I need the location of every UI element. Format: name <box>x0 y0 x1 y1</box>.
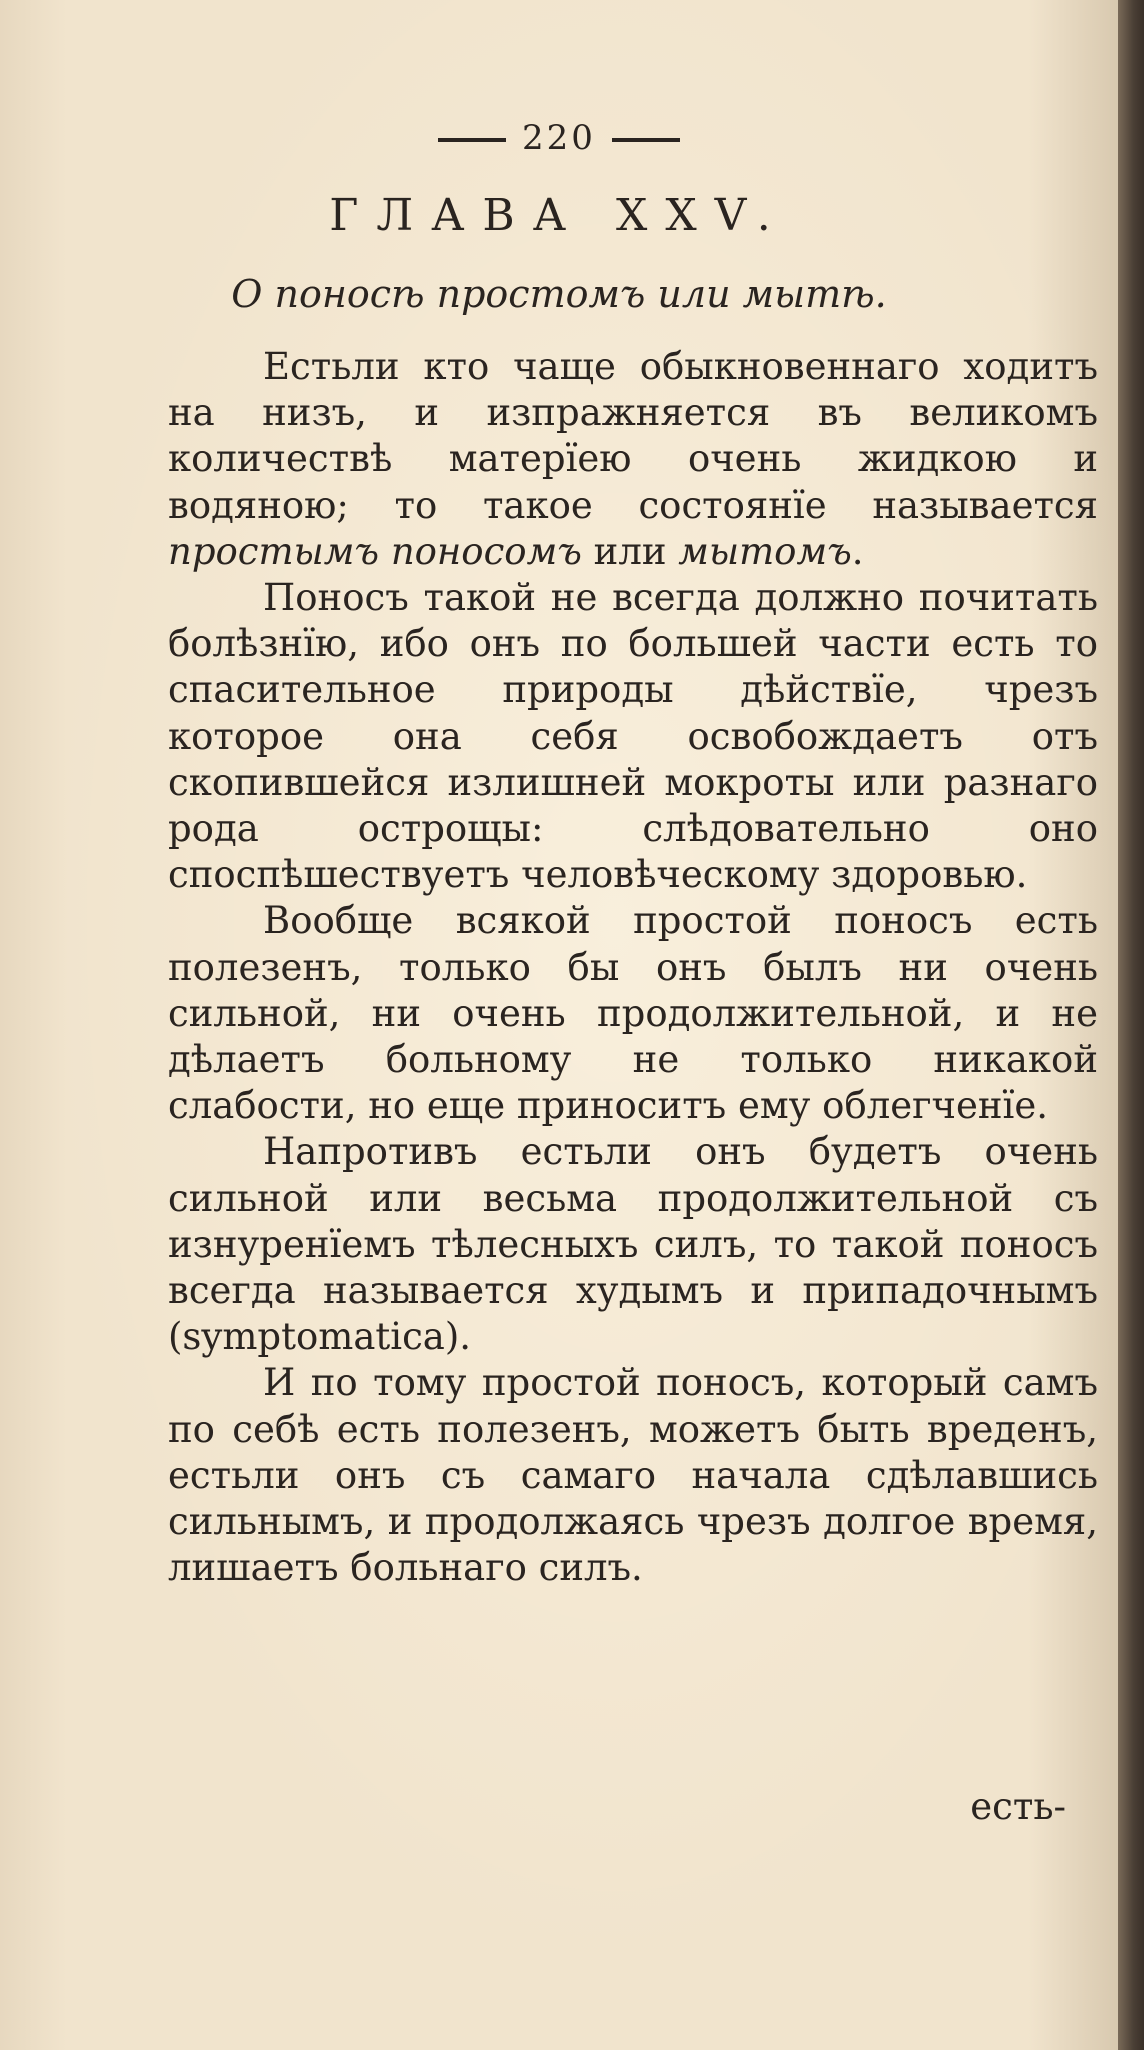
page-number: 220 <box>522 118 596 158</box>
term-simple-diarrhea: простымъ поносомъ <box>168 529 582 573</box>
paragraph-4: Напротивъ естьли онъ будетъ очень сильной или весьма продолжительной съ изнуренїемъ тѣлесныхъ силъ, то такой поносъ всегда называется худымъ и припадочнымъ (symptomatica). <box>168 1130 1098 1359</box>
paragraph-1: Естьли кто чаще обыкновеннаго ходитъ на низъ, и изпражняется въ великомъ количествѣ матерїею очень жидкою и водяною; то такое состоянїе называется простымъ поносомъ или мытомъ. <box>168 345 1098 573</box>
term-myt: мытомъ <box>678 529 852 573</box>
section-title: О поносѣ простомъ или мытѣ. <box>231 272 887 316</box>
paragraph-5: И по тому простой поносъ, который самъ по себѣ есть полезенъ, можетъ быть вреденъ, естьли онъ съ самаго начала сдѣлавшись сильнымъ, и продолжаясь чрезъ долгое время, лишаетъ больнаго силъ. <box>168 1361 1098 1590</box>
catchword: есть- <box>970 1785 1066 1828</box>
paragraph-3: Вообще всякой простой поносъ есть полезенъ, только бы онъ былъ ни очень сильной, ни очень продолжительной, и не дѣлаетъ больному не только никакой слабости, но еще приноситъ ему облегченїе. <box>168 899 1098 1128</box>
body-text <box>168 344 1098 1591</box>
book-gutter <box>1118 0 1144 2050</box>
paragraph-2: Поносъ такой не всегда должно почитать болѣзнїю, ибо онъ по большей части есть то спасительное природы дѣйствїе, чрезъ которое она себя освобождаетъ отъ скопившейся излишней мокроты или разнаго рода острощы: слѣдовательно оно споспѣшествуетъ человѣческому здоровью. <box>168 576 1098 897</box>
page-header <box>0 118 1118 158</box>
header-rule-left <box>438 138 506 142</box>
header-rule-right <box>612 138 680 142</box>
chapter-title: ГЛАВА XXV. <box>329 190 789 241</box>
